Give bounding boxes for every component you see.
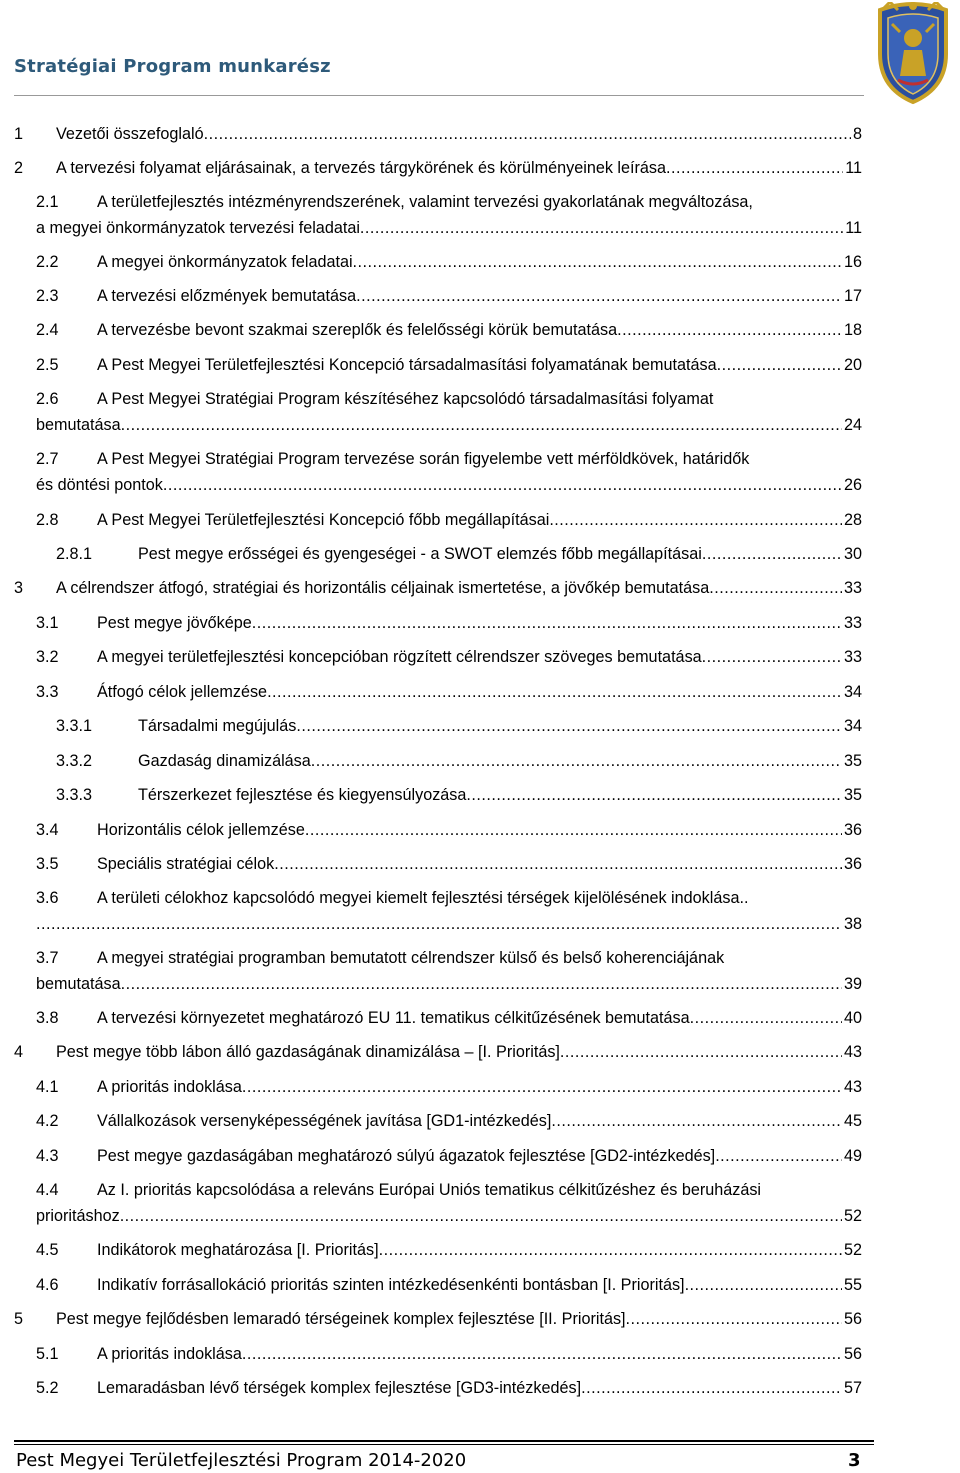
toc-entry-link[interactable] [97, 1344, 862, 1364]
toc-entry-title: Indikátorok meghatározása [I. Prioritás] [97, 1241, 379, 1259]
toc-entry-title: A tervezésbe bevont szakmai szereplők és felelősségi körük bemutatása [97, 321, 618, 339]
toc-entry-page: 56 [843, 1345, 862, 1363]
dot-leader [666, 158, 843, 178]
toc-entry-number: 2.2 [36, 253, 59, 271]
toc-entry-number: 4.1 [36, 1078, 59, 1096]
toc-entry-title: Vezetői összefoglaló [56, 125, 204, 143]
toc-entry-number: 2.7 [36, 450, 59, 468]
toc-entry-number: 3.1 [36, 614, 59, 632]
toc-entry-page: 43 [843, 1078, 862, 1096]
dot-leader [36, 914, 842, 934]
toc-entry-number: 2.8.1 [56, 545, 93, 563]
toc-entry-title: Indikatív forrásallokáció prioritás szinten intézkedésenkénti bontásban [I. Prioritás] [97, 1276, 685, 1294]
toc-entry-title-continued: a megyei önkormányzatok tervezési feladatai [36, 219, 360, 237]
dot-leader [252, 613, 842, 633]
dot-leader [626, 1309, 842, 1329]
toc-entry-number: 5.1 [36, 1345, 59, 1363]
dot-leader [305, 820, 842, 840]
toc-entry-link[interactable] [56, 1042, 862, 1062]
toc-entry-number: 3.5 [36, 855, 59, 873]
footer-title: Pest Megyei Területfejlesztési Program 2014-2020 [16, 1450, 467, 1471]
toc-entry-title: A tervezési környezetet meghatározó EU 11. tematikus célkitűzésének bemutatása [97, 1009, 690, 1027]
toc-entry-page: 18 [843, 321, 862, 339]
toc-entry-link[interactable] [138, 716, 862, 736]
pest-county-coat-of-arms-icon [870, 2, 956, 106]
toc-entry-link[interactable] [97, 820, 862, 840]
toc-entry-page: 49 [843, 1147, 862, 1165]
toc-entry-title[interactable]: A területfejlesztés intézményrendszerének, valamint tervezési gyakorlatának megváltozása, [97, 193, 753, 211]
toc-entry-number: 4.5 [36, 1241, 59, 1259]
toc-entry-title: A prioritás indoklása [97, 1345, 242, 1363]
dot-leader [204, 124, 851, 144]
toc-entry-title: Speciális stratégiai célok [97, 855, 275, 873]
footer-divider [14, 1440, 874, 1442]
dot-leader [715, 1146, 842, 1166]
toc-entry-page: 20 [843, 356, 862, 374]
toc-entry-link[interactable] [97, 1146, 862, 1166]
toc-entry-title-continued: prioritáshoz [36, 1207, 120, 1225]
toc-entry-title[interactable]: Az I. prioritás kapcsolódása a releváns Európai Uniós tematikus célkitűzéshez és beruházási [97, 1181, 762, 1199]
toc-entry-link[interactable] [36, 475, 862, 495]
dot-leader [617, 320, 842, 340]
toc-entry-link[interactable] [36, 1206, 862, 1226]
toc-entry-link[interactable] [56, 578, 862, 598]
dot-leader [549, 510, 842, 530]
toc-entry-number: 3.8 [36, 1009, 59, 1027]
toc-entry-link[interactable] [97, 1275, 862, 1295]
toc-entry-page: 8 [852, 125, 862, 143]
toc-entry-title: A Pest Megyei Területfejlesztési Koncepció társadalmasítási folyamatának bemutatása [97, 356, 717, 374]
toc-entry-title: A célrendszer átfogó, stratégiai és horizontális céljainak ismertetése, a jövőkép bemutatása [56, 579, 710, 597]
toc-entry-title: A prioritás indoklása [97, 1078, 242, 1096]
toc-entry-page: 56 [843, 1310, 862, 1328]
dot-leader [702, 544, 842, 564]
toc-entry-page: 36 [843, 821, 862, 839]
toc-entry-title[interactable]: A megyei stratégiai programban bemutatott célrendszer külső és belső koherenciájának [97, 949, 725, 967]
dot-leader [267, 682, 842, 702]
dot-leader [360, 218, 843, 238]
toc-entry-link[interactable] [97, 647, 862, 667]
toc-entry-title-continued: és döntési pontok [36, 476, 163, 494]
toc-entry-page: 28 [843, 511, 862, 529]
toc-entry-title: A megyei önkormányzatok feladatai [97, 253, 353, 271]
toc-entry-title[interactable]: A Pest Megyei Stratégiai Program készítéséhez kapcsolódó társadalmasítási folyamat [97, 390, 714, 408]
dot-leader [163, 475, 842, 495]
toc-entry-page: 55 [843, 1276, 862, 1294]
toc-entry-page: 34 [843, 683, 862, 701]
toc-entry-link[interactable] [97, 1240, 862, 1260]
dot-leader [296, 716, 842, 736]
toc-entry-number: 3.7 [36, 949, 59, 967]
toc-entry-number: 3.3.2 [56, 752, 93, 770]
dot-leader [560, 1042, 842, 1062]
dot-leader [581, 1378, 842, 1398]
toc-entry-link[interactable] [138, 785, 862, 805]
dot-leader [242, 1344, 842, 1364]
toc-entry-link[interactable] [97, 510, 862, 530]
toc-entry-page: 43 [843, 1043, 862, 1061]
toc-entry-title: Horizontális célok jellemzése [97, 821, 305, 839]
toc-entry-page: 33 [843, 614, 862, 632]
toc-entry-title: Átfogó célok jellemzése [97, 683, 268, 701]
toc-entry-number: 2 [14, 159, 24, 177]
toc-entry-link[interactable] [97, 682, 862, 702]
toc-entry-page: 26 [843, 476, 862, 494]
toc-entry-link[interactable] [97, 1378, 862, 1398]
toc-entry-page: 24 [843, 416, 862, 434]
toc-entry-link[interactable] [56, 124, 862, 144]
toc-entry-link[interactable] [97, 1077, 862, 1097]
dot-leader [551, 1111, 842, 1131]
page-header [0, 0, 960, 110]
toc-entry-title: Térszerkezet fejlesztése és kiegyensúlyozása [138, 786, 467, 804]
dot-leader [121, 974, 842, 994]
toc-entry-title: Pest megye jövőképe [97, 614, 252, 632]
toc-entry-number: 4.6 [36, 1276, 59, 1294]
toc-entry-link[interactable] [97, 1111, 862, 1131]
dot-leader [242, 1077, 842, 1097]
toc-entry-number: 4.3 [36, 1147, 59, 1165]
toc-entry-number: 4.4 [36, 1181, 59, 1199]
toc-entry-number: 4 [14, 1043, 24, 1061]
toc-entry-number: 2.1 [36, 193, 59, 211]
toc-entry-number: 2.3 [36, 287, 59, 305]
toc-entry-title: Pest megye erősségei és gyengeségei - a SWOT elemzés főbb megállapításai [138, 545, 702, 563]
dot-leader [685, 1275, 842, 1295]
toc-entry-page: 33 [843, 579, 862, 597]
toc-entry-title: Vállalkozások versenyképességének javítása [GD1-intézkedés] [97, 1112, 552, 1130]
toc-entry-page: 40 [843, 1009, 862, 1027]
footer-divider-thin [14, 1444, 874, 1445]
toc-entry-title-continued: bemutatása [36, 416, 121, 434]
toc-entry-link[interactable] [138, 751, 862, 771]
toc-entry-page: 57 [843, 1379, 862, 1397]
toc-entry-title: A tervezési előzmények bemutatása [97, 287, 357, 305]
dot-leader [466, 785, 842, 805]
toc-entry-number: 2.5 [36, 356, 59, 374]
toc-entry-number: 4.2 [36, 1112, 59, 1130]
toc-entry-title: A tervezési folyamat eljárásainak, a tervezés tárgykörének és körülményeinek leírása [56, 159, 667, 177]
toc-entry-title: Társadalmi megújulás [138, 717, 297, 735]
toc-entry-page: 17 [843, 287, 862, 305]
toc-entry-number: 3.2 [36, 648, 59, 666]
toc-entry-link[interactable] [56, 1309, 862, 1329]
dot-leader [702, 647, 842, 667]
toc-entry-page: 39 [843, 975, 862, 993]
page-number: 3 [848, 1450, 861, 1471]
toc-entry-page: 35 [843, 752, 862, 770]
toc-entry-title: Gazdaság dinamizálása [138, 752, 311, 770]
toc-entry-link[interactable] [97, 252, 862, 272]
toc-entry-number: 2.6 [36, 390, 59, 408]
toc-entry-page: 36 [843, 855, 862, 873]
header-title: Stratégiai Program munkarész [14, 56, 331, 77]
toc-entry-page: 11 [845, 219, 862, 237]
toc-entry-link[interactable] [97, 320, 862, 340]
toc-entry-link[interactable] [36, 914, 862, 934]
dot-leader [356, 286, 842, 306]
toc-entry-number: 5.2 [36, 1379, 59, 1397]
dot-leader [709, 578, 842, 598]
toc-entry-title: Pest megye több lábon álló gazdaságának dinamizálása – [I. Prioritás] [56, 1043, 560, 1061]
dot-leader [379, 1240, 842, 1260]
toc-entry-link[interactable] [36, 415, 862, 435]
dot-leader [121, 415, 842, 435]
toc-entry-number: 3.3.1 [56, 717, 93, 735]
toc-entry-title: Lemaradásban lévő térségek komplex fejlesztése [GD3-intézkedés] [97, 1379, 582, 1397]
toc-entry-page: 11 [845, 159, 862, 177]
header-divider [14, 95, 864, 96]
toc-entry-link[interactable] [97, 854, 862, 874]
toc-entry-title[interactable]: A területi célokhoz kapcsolódó megyei kiemelt fejlesztési térségek kijelölésének indoklása.. [97, 889, 749, 907]
toc-entry-title-continued: bemutatása [36, 975, 121, 993]
toc-entry-number: 3.3 [36, 683, 59, 701]
toc-entry-link[interactable] [138, 544, 862, 564]
toc-entry-page: 30 [843, 545, 862, 563]
toc-entry-link[interactable] [97, 1008, 862, 1028]
toc-entry-page: 34 [843, 717, 862, 735]
toc-entry-page: 33 [843, 648, 862, 666]
toc-entry-number: 3 [14, 579, 24, 597]
toc-entry-number: 2.4 [36, 321, 59, 339]
toc-entry-title[interactable]: A Pest Megyei Stratégiai Program tervezése során figyelembe vett mérföldkövek, határidők [97, 450, 750, 468]
toc-entry-link[interactable] [56, 158, 862, 178]
toc-entry-link[interactable] [36, 974, 862, 994]
toc-entry-link[interactable] [97, 613, 862, 633]
dot-leader [717, 355, 842, 375]
toc-entry-title: A megyei területfejlesztési koncepcióban rögzített célrendszer szöveges bemutatása [97, 648, 702, 666]
toc-entry-number: 1 [14, 125, 24, 143]
toc-entry-number: 3.4 [36, 821, 59, 839]
toc-entry-link[interactable] [97, 286, 862, 306]
toc-entry-title: Pest megye fejlődésben lemaradó térségeinek komplex fejlesztése [II. Prioritás] [56, 1310, 626, 1328]
dot-leader [690, 1008, 842, 1028]
toc-entry-number: 3.3.3 [56, 786, 93, 804]
toc-entry-page: 35 [843, 786, 862, 804]
toc-entry-title: A Pest Megyei Területfejlesztési Koncepció főbb megállapításai [97, 511, 550, 529]
toc-entry-link[interactable] [36, 218, 862, 238]
toc-entry-number: 3.6 [36, 889, 59, 907]
toc-entry-page: 38 [843, 915, 862, 933]
toc-entry-page: 45 [843, 1112, 862, 1130]
toc-entry-page: 16 [843, 253, 862, 271]
toc-entry-link[interactable] [97, 355, 862, 375]
toc-entry-number: 2.8 [36, 511, 59, 529]
toc-entry-number: 5 [14, 1310, 24, 1328]
dot-leader [353, 252, 842, 272]
toc-entry-title: Pest megye gazdaságában meghatározó súlyú ágazatok fejlesztése [GD2-intézkedés] [97, 1147, 716, 1165]
dot-leader [311, 751, 842, 771]
dot-leader [274, 854, 842, 874]
toc-entry-page: 52 [843, 1207, 862, 1225]
dot-leader [120, 1206, 842, 1226]
toc-entry-page: 52 [843, 1241, 862, 1259]
